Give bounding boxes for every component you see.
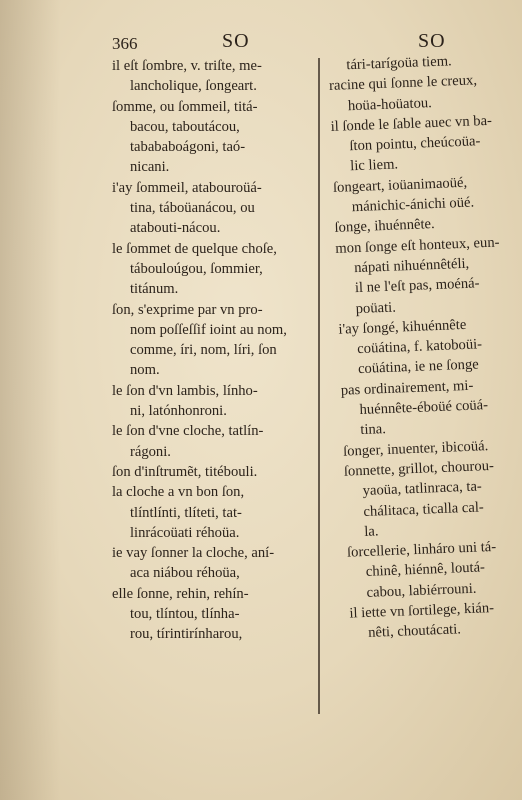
dictionary-line: nápati nihuénnêtéli, bbox=[353, 255, 470, 277]
dictionary-line: il eſt ſombre, v. triſte, me- bbox=[112, 58, 262, 74]
dictionary-line: tári-tarígoüa tiem. bbox=[346, 53, 452, 74]
dictionary-line: la. bbox=[363, 523, 379, 540]
dictionary-line: comme, íri, nom, líri, ſon bbox=[130, 342, 277, 359]
page-shadow bbox=[0, 0, 60, 800]
dictionary-line: il ſonde le ſable auec vn ba- bbox=[330, 112, 493, 135]
dictionary-line: il ne l'eſt pas, moéná- bbox=[354, 275, 480, 297]
dictionary-line: rou, tírintirínharou, bbox=[130, 626, 243, 643]
dictionary-line: ſton pointu, cheúcoüa- bbox=[349, 133, 481, 155]
dictionary-line: poüati. bbox=[355, 299, 397, 317]
dictionary-line: la cloche a vn bon ſon, bbox=[112, 484, 245, 501]
dictionary-line: ſon, s'exprime par vn pro- bbox=[112, 301, 263, 318]
dictionary-line: tabababoágoni, taó- bbox=[130, 139, 246, 156]
dictionary-line: mon ſonge eſt honteux, eun- bbox=[335, 234, 500, 257]
dictionary-line: pas ordinairement, mi- bbox=[340, 377, 474, 399]
dictionary-line: coüátina, ie ne ſonge bbox=[357, 356, 480, 378]
dictionary-line: racine qui ſonne le creux, bbox=[328, 72, 478, 95]
dictionary-line: ſonge, ihuénnête. bbox=[334, 216, 435, 237]
dictionary-line: le ſon d'vne cloche, tatlín- bbox=[112, 423, 264, 440]
dictionary-line: nêti, choutácati. bbox=[367, 621, 462, 642]
dictionary-line: elle ſonne, rehin, rehín- bbox=[112, 585, 249, 602]
dictionary-line: nom poſſeſſif ioint au nom, bbox=[130, 321, 287, 338]
dictionary-line: ſorcellerie, linháro uni tá- bbox=[346, 539, 497, 561]
dictionary-line: aca niábou réhoüa, bbox=[130, 565, 240, 582]
column-divider bbox=[318, 58, 320, 714]
dictionary-line: yaoüa, tatlinraca, ta- bbox=[362, 478, 483, 500]
left-column bbox=[112, 56, 318, 645]
dictionary-line: ſomme, ou ſommeil, titá- bbox=[112, 98, 258, 115]
dictionary-line: hoüa-hoüatou. bbox=[347, 94, 433, 114]
right-column bbox=[328, 49, 522, 644]
running-header-right: SO bbox=[418, 30, 446, 52]
dictionary-line: le ſon d'vn lambis, línho- bbox=[112, 382, 258, 399]
dictionary-line: tina, táboüanácou, ou bbox=[130, 200, 255, 217]
dictionary-line: ſonger, inuenter, ibicoüá. bbox=[342, 437, 489, 460]
dictionary-line: i'ay ſommeil, atabouroüá- bbox=[112, 179, 262, 196]
dictionary-line: mánichic-ánichi oüé. bbox=[351, 194, 475, 216]
dictionary-line: huénnête-éboüé coüá- bbox=[359, 397, 489, 419]
dictionary-line: i'ay ſongé, kihuénnête bbox=[338, 316, 467, 338]
dictionary-line: linrácoüati réhoüa. bbox=[130, 524, 240, 541]
dictionary-line: tou, tlíntou, tlínha- bbox=[130, 606, 240, 623]
dictionary-line: lic liem. bbox=[349, 156, 399, 175]
dictionary-line: ſongeart, ioüanimaoüé, bbox=[332, 174, 468, 196]
dictionary-line: le ſommet de quelque choſe, bbox=[112, 240, 277, 257]
dictionary-line: ſon d'inſtrumẽt, titébouli. bbox=[112, 463, 258, 480]
dictionary-line: chálitaca, ticalla cal- bbox=[363, 498, 485, 520]
dictionary-line: ie vay ſonner la cloche, aní- bbox=[112, 545, 275, 562]
dictionary-line: tábouloúgou, ſommier, bbox=[130, 260, 263, 277]
dictionary-line: rágoni. bbox=[130, 443, 171, 460]
running-header-left: SO bbox=[222, 30, 250, 52]
dictionary-line: nicani. bbox=[130, 159, 170, 176]
dictionary-line: il iette vn ſortilege, kián- bbox=[349, 600, 495, 622]
dictionary-line: titánum. bbox=[130, 281, 179, 298]
dictionary-line: nom. bbox=[130, 362, 160, 379]
dictionary-line: atabouti-nácou. bbox=[130, 220, 221, 237]
dictionary-line: coüátina, f. katoboüi- bbox=[356, 336, 483, 358]
dictionary-line: chinê, hiénnê, loutá- bbox=[365, 559, 486, 581]
dictionary-line: bacou, taboutácou, bbox=[130, 118, 240, 135]
dictionary-line: ſonnette, grillot, chourou- bbox=[343, 457, 495, 480]
dictionary-line: tina. bbox=[360, 421, 387, 439]
page-number: 366 bbox=[112, 34, 138, 53]
dictionary-line: cabou, labiérrouni. bbox=[366, 580, 477, 601]
dictionary-line: tlíntlínti, tlíteti, tat- bbox=[130, 504, 242, 521]
dictionary-line: lancholique, ſongeart. bbox=[130, 78, 257, 95]
dictionary-line: ni, latónhonroni. bbox=[130, 403, 227, 420]
